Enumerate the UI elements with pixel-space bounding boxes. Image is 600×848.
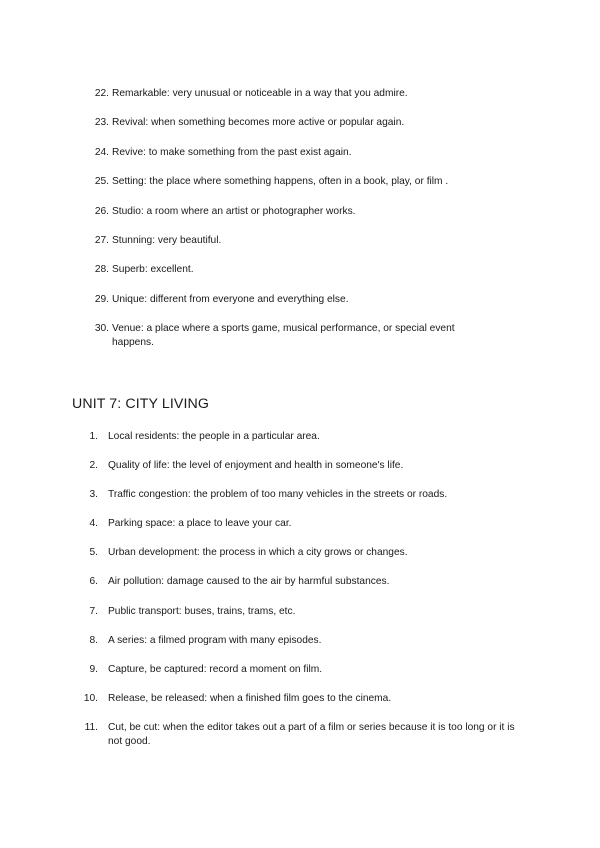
item-number: 27. — [94, 234, 109, 246]
list-item — [89, 293, 529, 307]
list-item — [89, 263, 529, 277]
list-item — [89, 87, 529, 101]
list-item — [89, 234, 529, 248]
item-text: Unique: different from everyone and everything else. — [112, 293, 349, 305]
item-number: 4. — [89, 518, 98, 530]
item-text: Cut, be cut: when the editor takes out a part of a film or series because it is too long or it is not good. — [108, 721, 515, 747]
item-number: 9. — [89, 663, 98, 675]
list-item — [80, 634, 530, 648]
list-item — [80, 546, 530, 560]
list-item — [80, 517, 530, 531]
list-item — [89, 322, 529, 350]
item-number: 11. — [84, 721, 98, 733]
list-item — [80, 459, 530, 473]
list-item — [80, 575, 530, 589]
item-text: Revive: to make something from the past exist again. — [112, 146, 352, 158]
item-text: Parking space: a place to leave your car. — [108, 518, 292, 530]
item-text: Quality of life: the level of enjoyment and health in someone's life. — [108, 460, 404, 472]
item-text: Studio: a room where an artist or photographer works. — [112, 205, 356, 217]
item-number: 25. — [94, 176, 109, 188]
list-item — [89, 205, 529, 219]
item-text: Release, be released: when a finished film goes to the cinema. — [108, 692, 392, 704]
item-text: Traffic congestion: the problem of too many vehicles in the streets or roads. — [108, 489, 448, 501]
item-text: Public transport: buses, trains, trams, etc. — [108, 605, 296, 617]
unit-heading: UNIT 7: CITY LIVING — [72, 396, 209, 412]
item-text: Venue: a place where a sports game, musical performance, or special event happens. — [112, 323, 455, 349]
list-item — [80, 430, 530, 444]
item-text: Local residents: the people in a particular area. — [108, 431, 320, 442]
item-text: Superb: excellent. — [112, 264, 194, 276]
list-item — [89, 116, 529, 130]
item-number: 30. — [94, 323, 109, 335]
item-text: Setting: the place where something happens, often in a book, play, or film . — [112, 176, 449, 188]
item-number: 5. — [89, 547, 98, 559]
item-text: Remarkable: very unusual or noticeable in a way that you admire. — [112, 88, 408, 99]
item-text: Stunning: very beautiful. — [112, 234, 222, 246]
item-number: 29. — [94, 293, 109, 305]
item-text: A series: a filmed program with many episodes. — [108, 634, 322, 646]
item-number: 6. — [89, 576, 98, 588]
item-text: Air pollution: damage caused to the air by harmful substances. — [108, 576, 390, 588]
item-number: 23. — [94, 117, 109, 129]
item-number: 7. — [89, 605, 98, 617]
item-text: Capture, be captured: record a moment on film. — [108, 663, 323, 675]
list-item — [80, 488, 530, 502]
list-item — [89, 175, 529, 189]
vocabulary-list-continued — [89, 87, 529, 366]
item-number: 24. — [94, 146, 109, 158]
item-number: 10. — [83, 692, 98, 704]
list-item — [80, 692, 530, 706]
item-number: 2. — [89, 460, 98, 472]
item-number: 28. — [94, 264, 109, 276]
item-number: 3. — [89, 489, 98, 501]
item-number: 1. — [89, 431, 98, 442]
item-number: 8. — [89, 634, 98, 646]
list-item — [89, 146, 529, 160]
list-item — [80, 663, 530, 677]
item-text: Revival: when something becomes more active or popular again. — [112, 117, 405, 129]
item-number: 26. — [94, 205, 109, 217]
item-text: Urban development: the process in which a city grows or changes. — [108, 547, 408, 559]
list-item — [80, 605, 530, 619]
vocabulary-list-unit7 — [80, 430, 530, 764]
list-item — [80, 721, 530, 749]
item-number: 22. — [94, 88, 109, 99]
